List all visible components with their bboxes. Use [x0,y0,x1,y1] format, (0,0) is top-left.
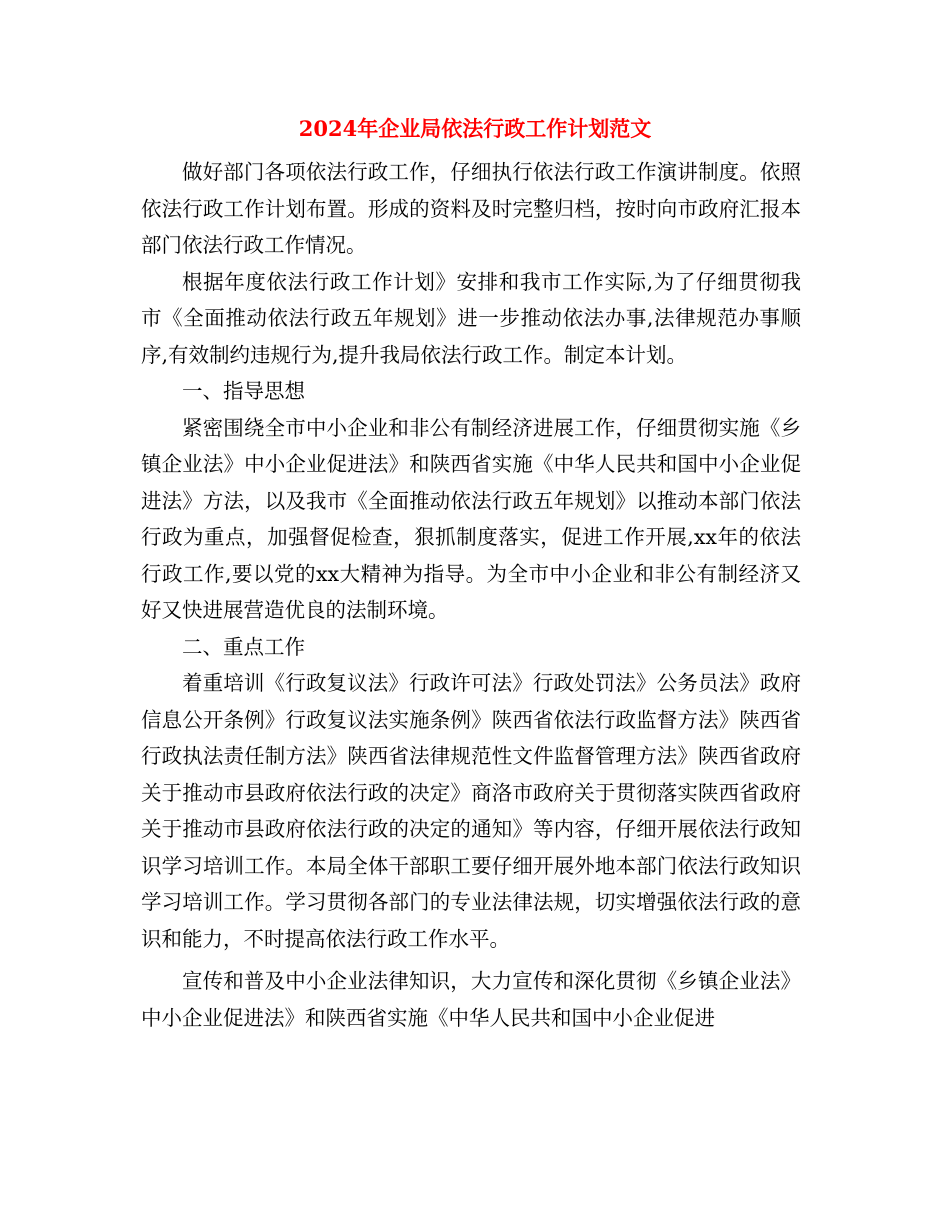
paragraph-publicity: 宣传和普及中小企业法律知识，大力宣传和深化贯彻《乡镇企业法》中小企业促进法》和陕西省实施《中华人民共和国中小企业促进 [141,969,801,1030]
paragraph-guiding-ideology: 紧密围绕全市中小企业和非公有制经济进展工作，仔细贯彻实施《乡镇企业法》中小企业促进法》和陕西省实施《中华人民共和国中小企业促进法》方法，以及我市《全面推动依法行政五年规划》以推动本部门依法行政为重点，加强督促检查，狠抓制度落实，促进工作开展,xx年的依法行政工作,要以党的xx大精神为指导。为全市中小企业和非公有制经济又好又快进展营造优良的法制环境。 [141,415,801,622]
paragraph-training: 着重培训《行政复议法》行政许可法》行政处罚法》公务员法》政府信息公开条例》行政复议法实施条例》陕西省依法行政监督方法》陕西省行政执法责任制方法》陕西省法律规范性文件监督管理方法》陕西省政府关于推动市县政府依法行政的决定》商洛市政府关于贯彻落实陕西省政府关于推动市县政府依法行政的决定的通知》等内容，仔细开展依法行政知识学习培训工作。本局全体干部职工要仔细开展外地本部门依法行政知识学习培训工作。学习贯彻各部门的专业法律法规，切实增强依法行政的意识和能力，不时提高依法行政工作水平。 [141,671,801,951]
paragraph-basis: 根据年度依法行政工作计划》安排和我市工作实际,为了仔细贯彻我市《全面推动依法行政五年规划》进一步推动依法办事,法律规范办事顺序,有效制约违规行为,提升我局依法行政工作。制定本计划。 [141,269,801,367]
section-heading-key-work: 二、重点工作 [182,634,305,659]
document-body [141,154,801,1036]
document-title: 2024年企业局依法行政工作计划范文 [298,116,652,141]
paragraph-intro: 做好部门各项依法行政工作，仔细执行依法行政工作演讲制度。依照依法行政工作计划布置。形成的资料及时完整归档，按时向市政府汇报本部门依法行政工作情况。 [141,160,801,257]
section-heading-guiding-ideology: 一、指导思想 [182,379,305,403]
